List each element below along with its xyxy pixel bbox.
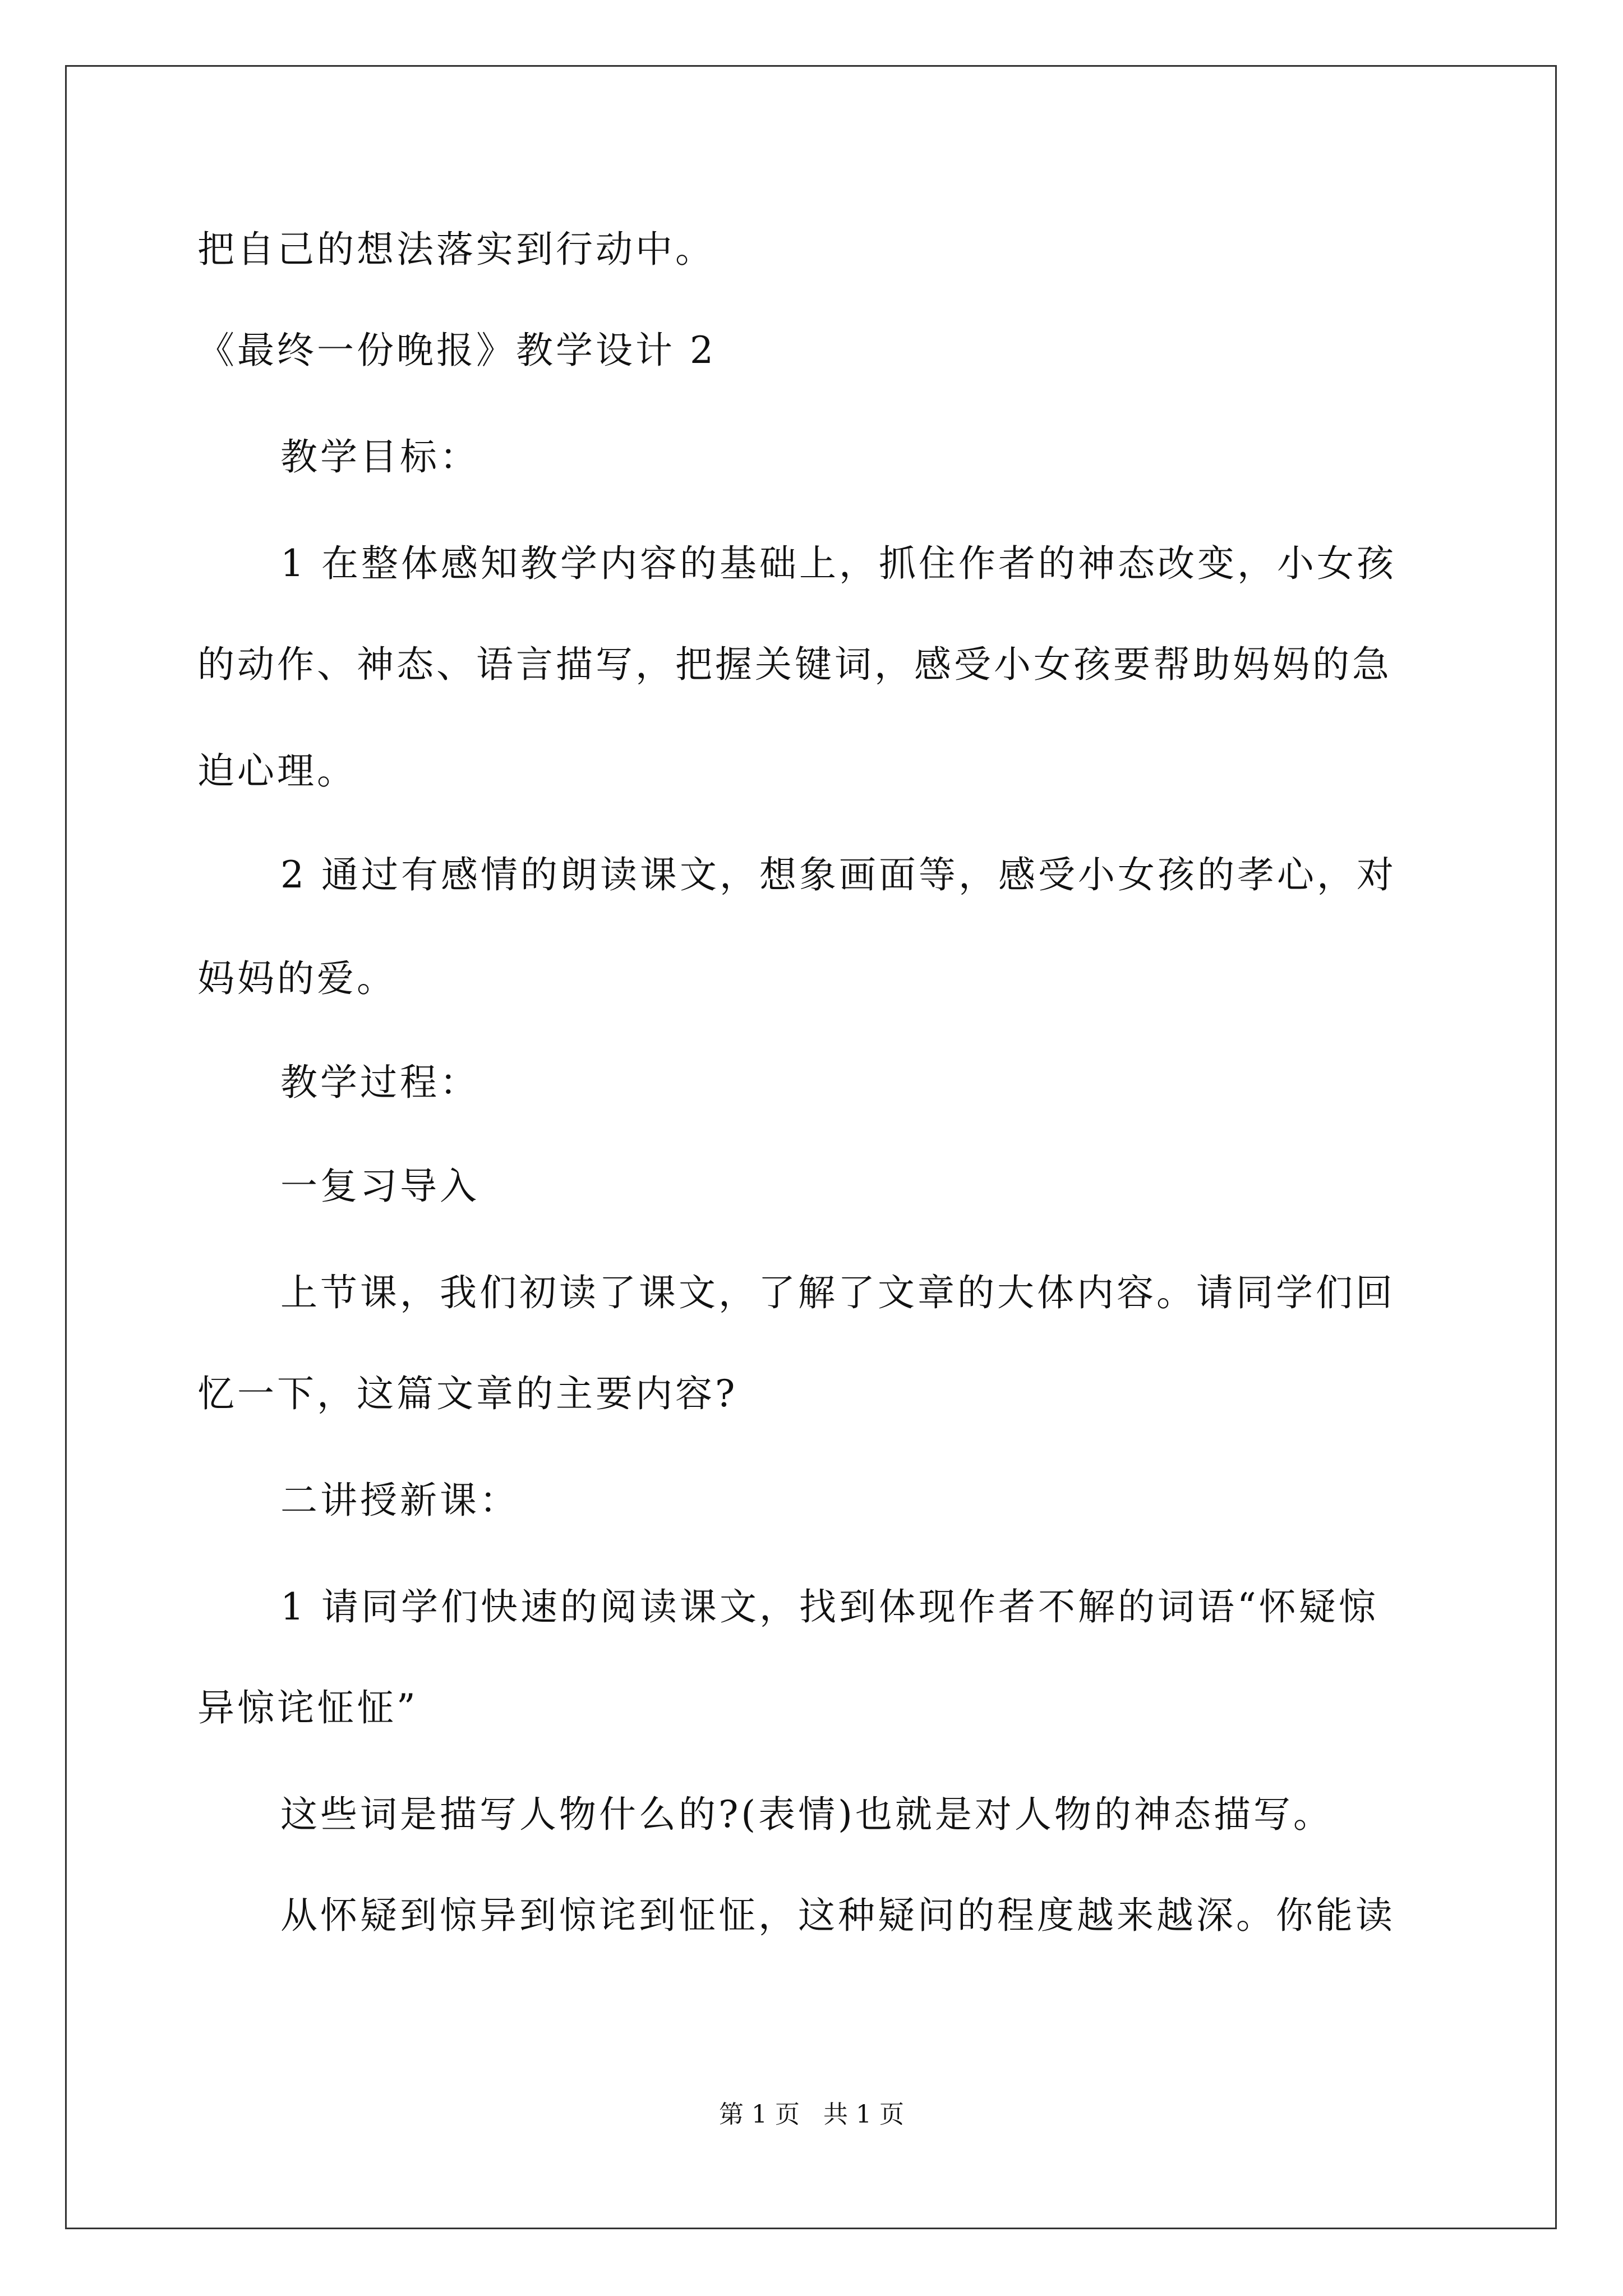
paragraph-line: 的动作、神态、语言描写，把握关键词，感受小女孩要帮助妈妈的急 [197, 643, 1392, 686]
paragraph-line: 把自己的想法落实到行动中。 [197, 228, 715, 271]
paragraph-line: 这些词是描写人物什么的?(表情)也就是对人物的神态描写。 [280, 1793, 1333, 1836]
section-title: 《最终一份晚报》教学设计 2 [197, 329, 716, 372]
paragraph-line: 2 通过有感情的朗读课文，想象画面等，感受小女孩的孝心，对 [280, 853, 1396, 896]
heading-review: 一复习导入 [280, 1165, 479, 1208]
page-footer: 第 1 页 共 1 页 [719, 2100, 904, 2129]
paragraph-line: 妈妈的爱。 [197, 957, 396, 1000]
paragraph-line: 1 请同学们快速的阅读课文，找到体现作者不解的词语“怀疑惊 [280, 1585, 1378, 1628]
heading-teaching-goals: 教学目标： [280, 435, 479, 478]
heading-teaching-process: 教学过程： [280, 1061, 479, 1104]
paragraph-line: 忆一下，这篇文章的主要内容? [197, 1372, 738, 1415]
paragraph-line: 从怀疑到惊异到惊诧到怔怔，这种疑问的程度越来越深。你能读 [280, 1894, 1395, 1937]
paragraph-line: 上节课，我们初读了课文，了解了文章的大体内容。请同学们回 [280, 1271, 1395, 1314]
paragraph-line: 迫心理。 [197, 749, 357, 793]
paragraph-line: 异惊诧怔怔” [197, 1686, 418, 1729]
heading-new-lesson: 二讲授新课： [280, 1479, 519, 1522]
paragraph-line: 1 在整体感知教学内容的基础上，抓住作者的神态改变，小女孩 [280, 542, 1396, 585]
